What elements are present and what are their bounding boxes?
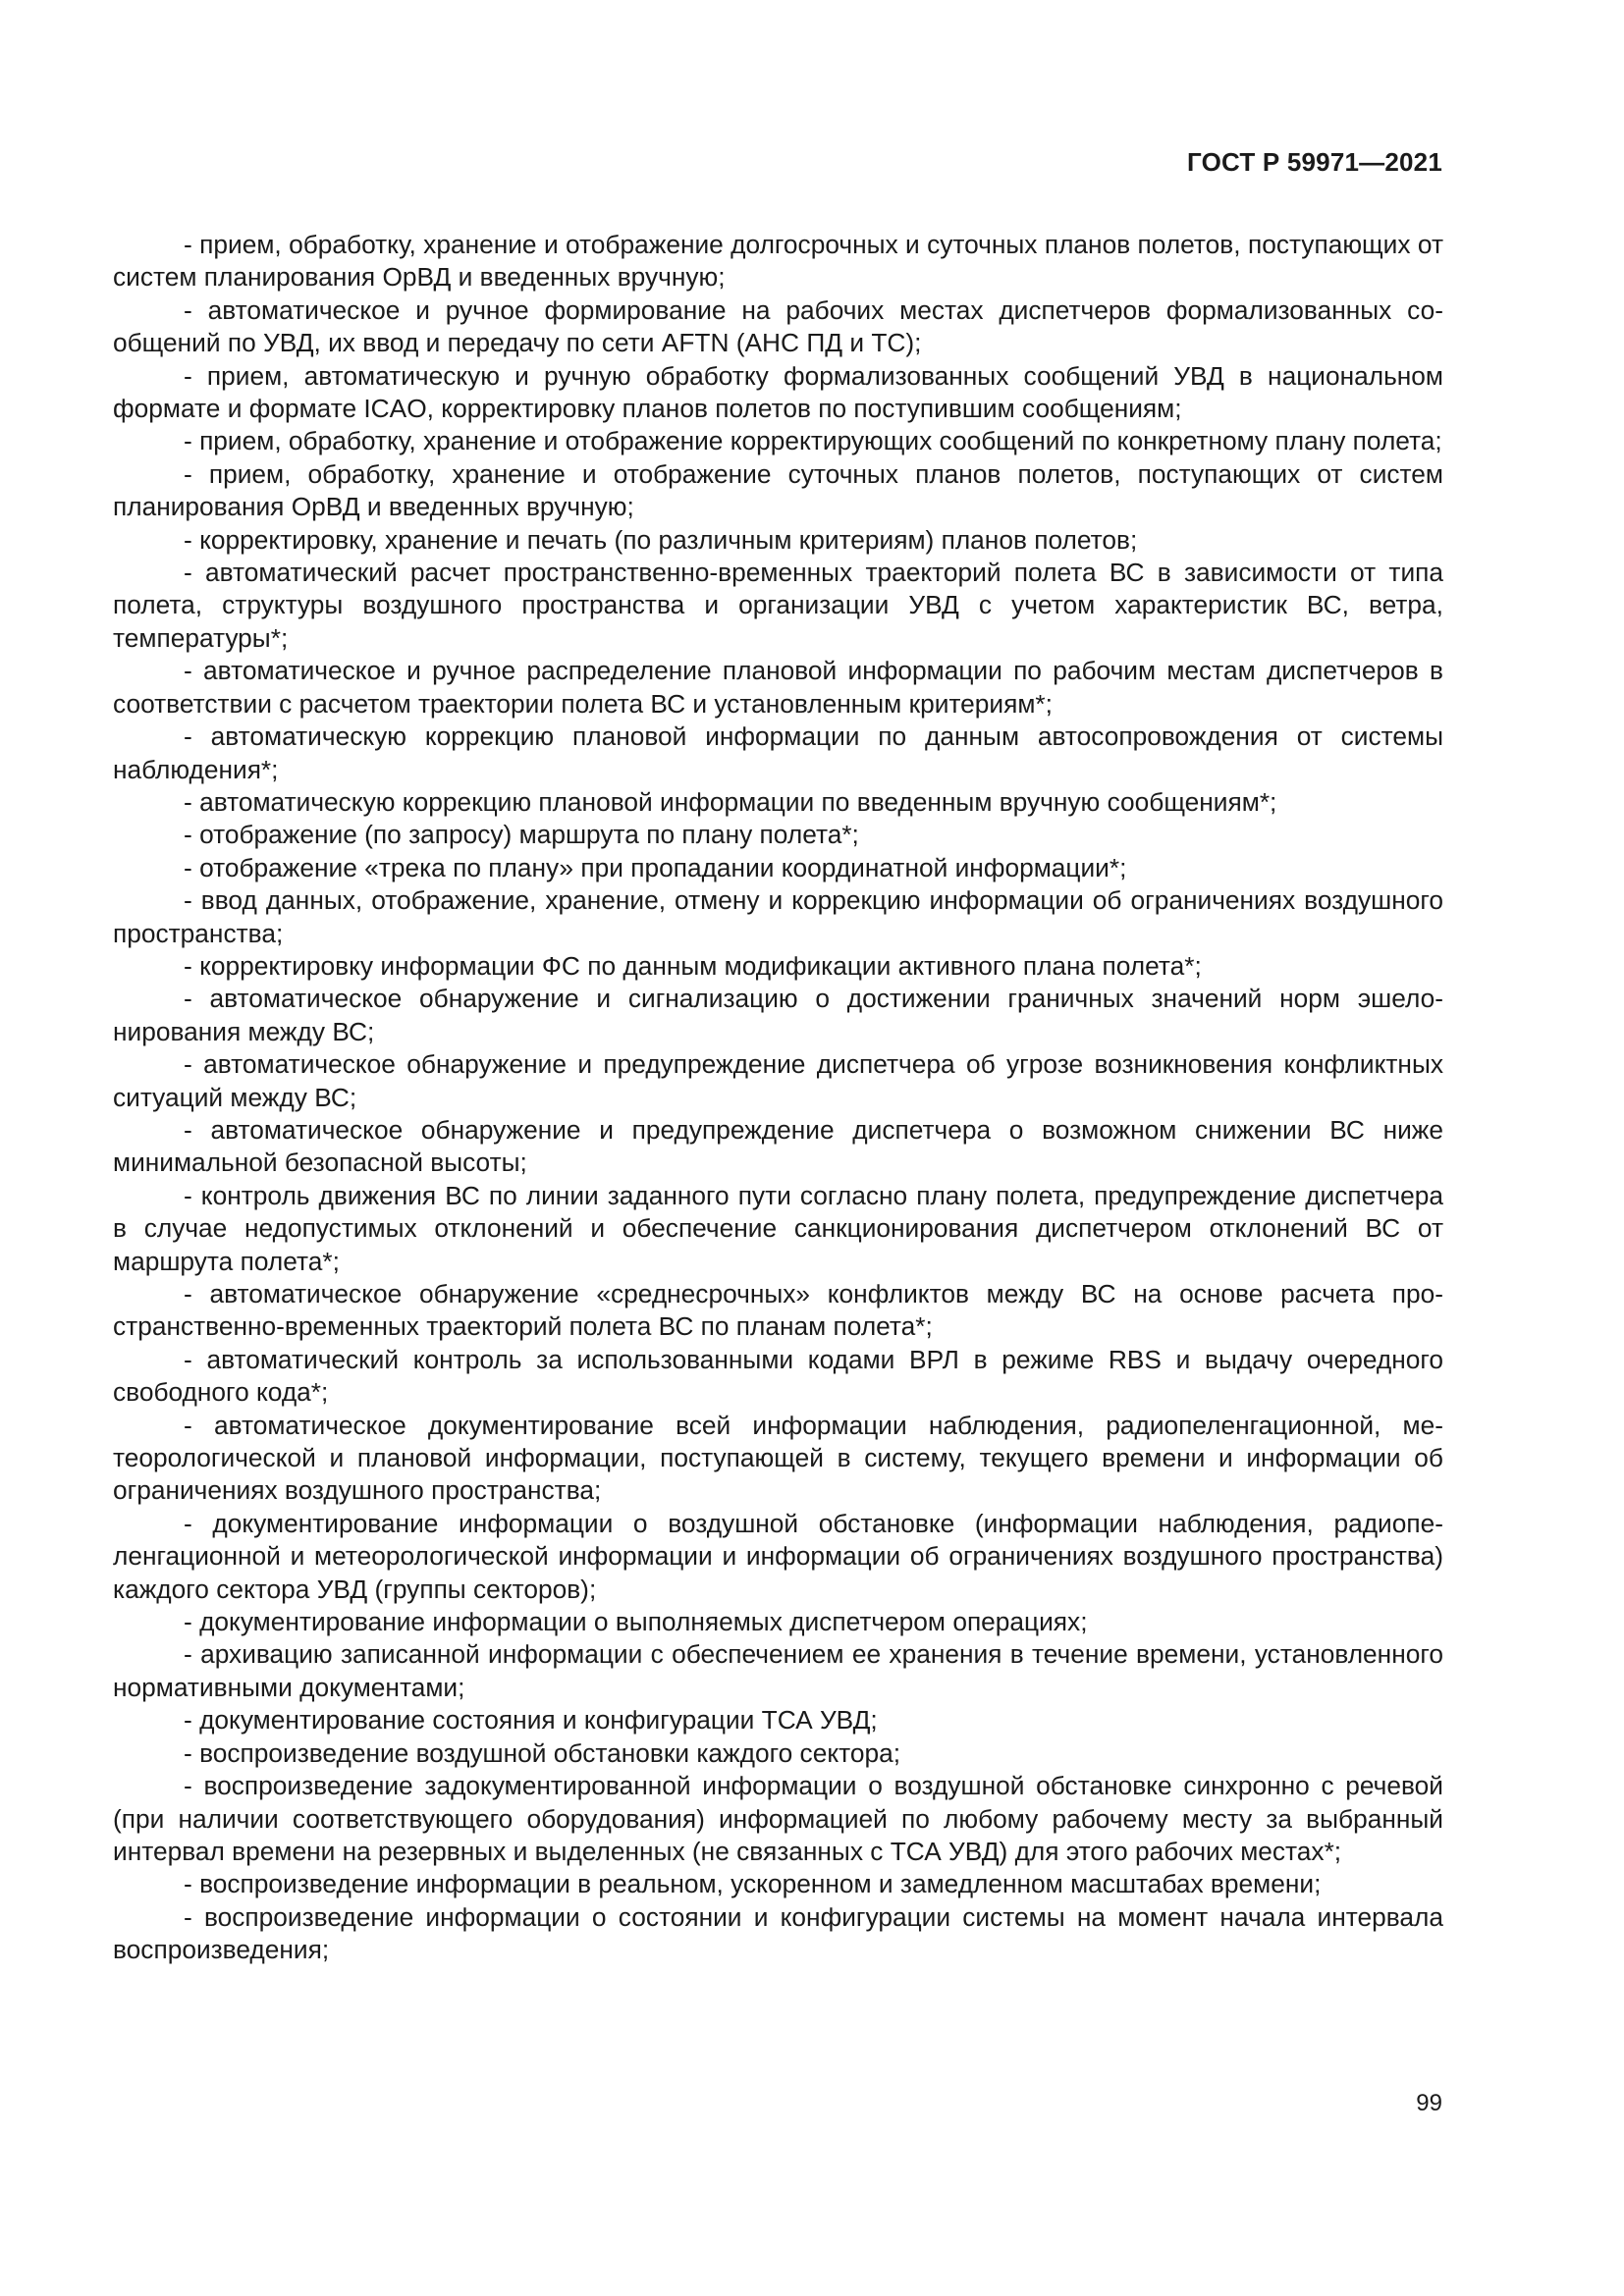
list-item: - контроль движения ВС по линии заданного пути согласно плану полета, предупреждение диспетчера в случае недопустимых отклонений и обеспечение санкционирования диспетчером отклонений ВС от маршрута полета*;	[113, 1180, 1443, 1276]
list-item: - отображение (по запросу) маршрута по плану полета*;	[184, 820, 859, 850]
list-item: - автоматическое документирование всей информации наблюдения, радиопеленгационной, метеорологической и плановой информации, поступающей в систему, текущего времени и информации об ограничениях воздушного пространства;	[113, 1410, 1443, 1506]
list-item: - автоматическое обнаружение и сигнализацию о достижении граничных значений норм эшелонирования между ВС;	[113, 984, 1443, 1046]
list-item: - документирование состояния и конфигурации ТСА УВД;	[184, 1705, 878, 1735]
list-item: - корректировку, хранение и печать (по различным критериям) планов полетов;	[184, 524, 1138, 555]
list-item: - автоматическое и ручное распределение плановой информации по рабочим местам диспетчеров в соответствии с расчетом траектории полета ВС и установленным критериям*;	[113, 656, 1443, 719]
document-body	[113, 229, 1443, 1967]
list-item: - автоматическое обнаружение «среднесрочных» конфликтов между ВС на основе расчета пространственно-временных траекторий полета ВС по планам полета*;	[113, 1279, 1443, 1342]
list-item: - воспроизведение информации о состоянии и конфигурации системы на момент начала интервала воспроизведения;	[113, 1901, 1443, 1965]
page-number: 99	[1416, 2090, 1442, 2116]
list-item: - воспроизведение информации в реальном, ускоренном и замедленном масштабах времени;	[184, 1869, 1322, 1899]
list-item: - прием, обработку, хранение и отображение долгосрочных и суточных планов полетов, поступающих от систем планирования ОрВД и введенных вручную;	[113, 230, 1443, 293]
list-item: - ввод данных, отображение, хранение, отмену и коррекцию информации об ограничениях воздушного пространства;	[113, 885, 1443, 948]
list-item: - автоматическое и ручное формирование на рабочих местах диспетчеров формализованных сообщений по УВД, их ввод и передачу по сети AFTN (АНС ПД и ТС);	[113, 294, 1443, 358]
list-item: - автоматическое обнаружение и предупреждение диспетчера об угрозе возникновения конфликтных ситуаций между ВС;	[113, 1049, 1443, 1112]
list-item: - автоматическую коррекцию плановой информации по данным автосопровождения от системы наблюдения*;	[113, 721, 1443, 784]
list-item: - документирование информации о выполняемых диспетчером операциях;	[184, 1607, 1088, 1637]
list-item: - прием, обработку, хранение и отображение суточных планов полетов, поступающих от систем планирования ОрВД и введенных вручную;	[113, 458, 1443, 522]
list-item: - архивацию записанной информации с обеспечением ее хранения в течение времени, установленного нормативными документами;	[113, 1639, 1443, 1702]
list-item: - прием, обработку, хранение и отображение корректирующих сообщений по конкретному плану полета;	[184, 426, 1442, 456]
list-item: - отображение «трека по плану» при пропадании координатной информации*;	[184, 852, 1127, 882]
list-item: - воспроизведение воздушной обстановки каждого сектора;	[184, 1737, 901, 1768]
list-item: - автоматическую коррекцию плановой информации по введенным вручную сообщениям*;	[184, 786, 1277, 817]
list-item: - автоматический расчет пространственно-временных траекторий полета ВС в зависимости от типа полета, структуры воздушного пространства и организации УВД с учетом характеристик ВС, ветра, температуры*;	[113, 558, 1443, 653]
list-item: - прием, автоматическую и ручную обработку формализованных сообщений УВД в национальном формате и формате ICAO, корректировку планов полетов по поступившим сообщениям;	[113, 360, 1443, 424]
list-item: - корректировку информации ФС по данным модификации активного плана полета*;	[184, 950, 1202, 981]
document-standard-id: ГОСТ Р 59971—2021	[1187, 147, 1442, 177]
list-item: - документирование информации о воздушной обстановке (информации наблюдения, радиопеленгационной и метеорологической информации и информации об ограничениях воздушного пространства) каждого сектора УВД (группы секторов);	[113, 1508, 1443, 1604]
list-item: - автоматическое обнаружение и предупреждение диспетчера о возможном снижении ВС ниже минимальной безопасной высоты;	[113, 1114, 1443, 1178]
list-item: - автоматический контроль за использованными кодами ВРЛ в режиме RBS и выдачу очередного свободного кода*;	[113, 1344, 1443, 1408]
list-item: - воспроизведение задокументированной информации о воздушной обстановке синхронно с речевой (при наличии соответствующего оборудования) информацией по любому рабочему месту за выбранный интервал времени на резервных и выделенных (не связанных с ТСА УВД) для этого рабочих местах*;	[113, 1771, 1443, 1866]
